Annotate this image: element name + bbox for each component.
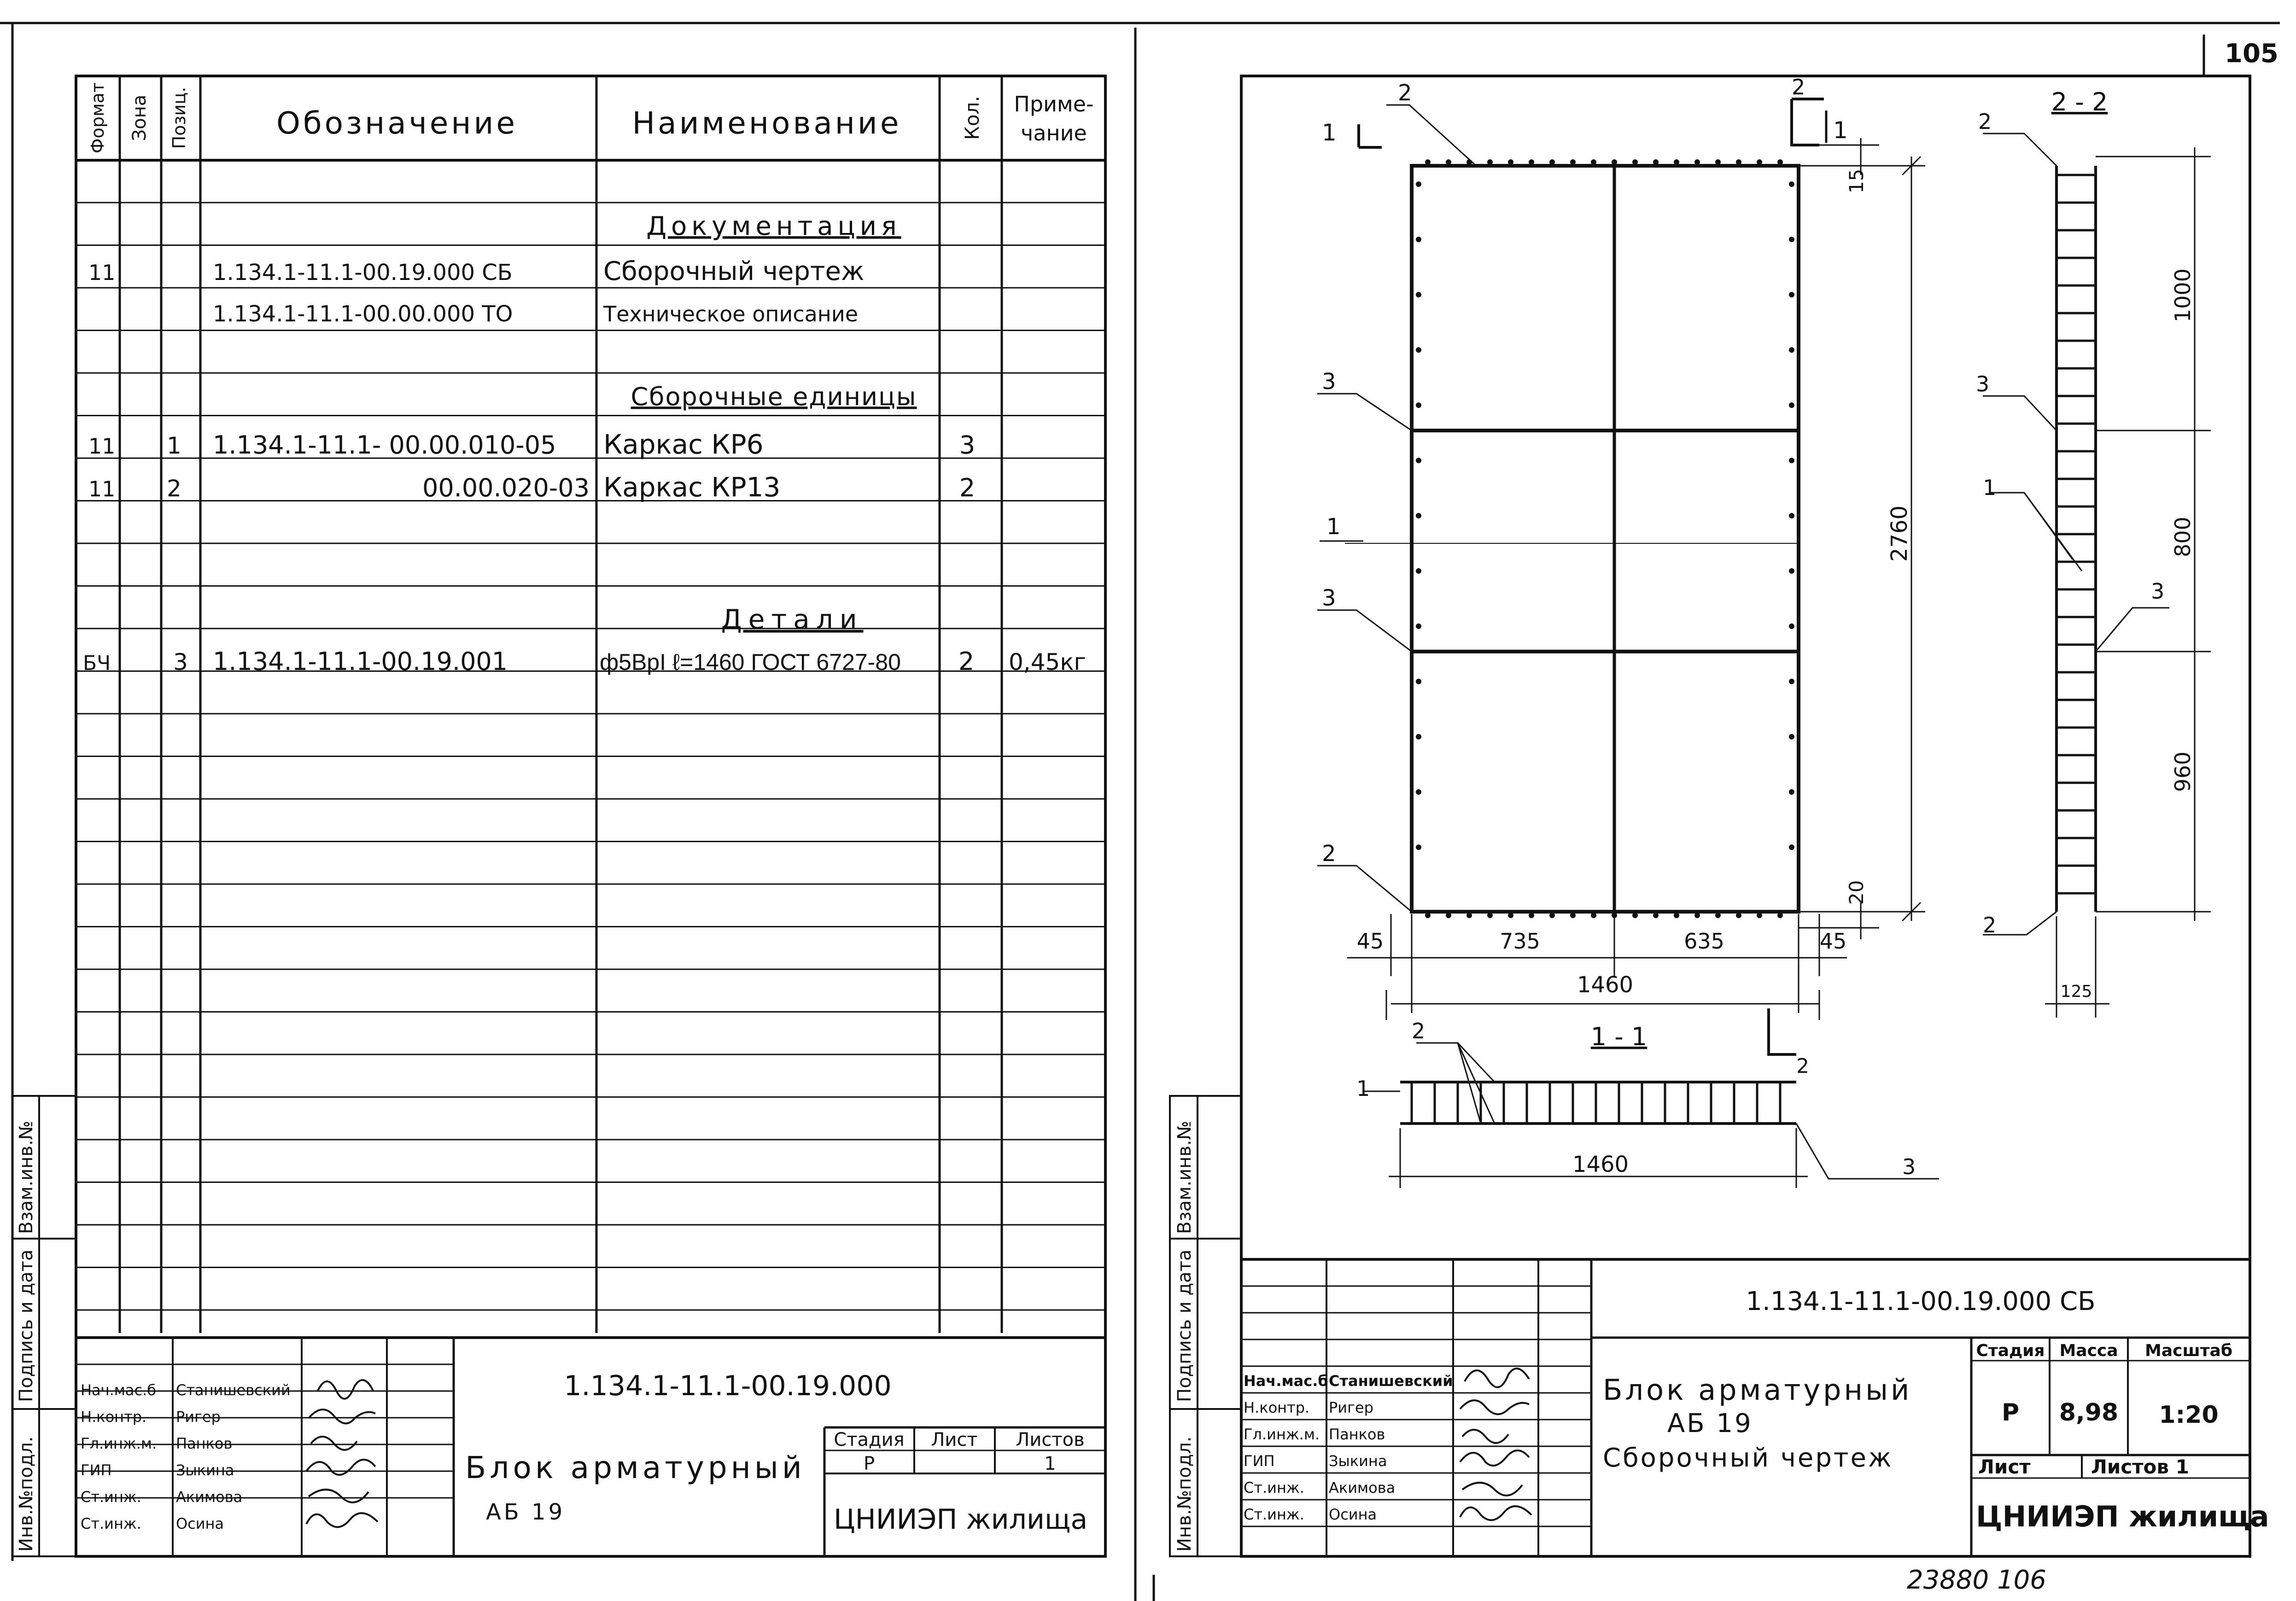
tbl-left-org: ЦНИИЭП жилища <box>834 1503 1088 1536</box>
row4-designation: 00.00.020-03 <box>422 473 590 502</box>
left-sheet <box>0 23 2280 1561</box>
tbl-left-doc-number: 1.134.1-11.1-00.19.000 <box>564 1370 892 1402</box>
tbl-left-role-4: Ст.инж. <box>81 1488 141 1506</box>
tbl-right-doc-number: 1.134.1-11.1-00.19.000 СБ <box>1746 1287 2096 1316</box>
tbl-right-sheet-label: Лист <box>1978 1455 2031 1478</box>
tbl-right-name-5: Осина <box>1329 1506 1377 1523</box>
row3-format: 11 <box>88 434 116 459</box>
row4-name: Каркас КР13 <box>603 472 781 503</box>
tbl-left-title-1: Блок арматурный <box>465 1450 806 1485</box>
dim-20: 20 <box>1845 880 1868 905</box>
hdr-note-2: чание <box>1021 121 1087 146</box>
tbl-right-name-2: Панков <box>1329 1426 1385 1443</box>
section-details: Детали <box>721 604 864 635</box>
row5-pos: 3 <box>173 649 188 675</box>
title-block-right <box>1241 1259 2269 1556</box>
callout-2-bottom: 2 <box>1322 841 1336 867</box>
side-vzam: Взам.инв.№ <box>16 1120 37 1234</box>
signatures-left <box>306 1380 378 1527</box>
section-assemblies: Сборочные единицы <box>631 382 917 411</box>
section-1-1-callouts <box>1363 1043 1939 1179</box>
tbl-right-role-1: Н.контр. <box>1244 1399 1310 1416</box>
callout-3-lower: 3 <box>1322 585 1336 611</box>
hdr-format: Формат <box>88 82 108 154</box>
front-callout-lines <box>1317 105 1476 912</box>
row3-name: Каркас КР6 <box>603 429 764 460</box>
tbl-right-stage-label: Стадия <box>1976 1341 2045 1360</box>
dim-45-right: 45 <box>1819 929 1847 954</box>
tbl-right-stage: Р <box>2001 1399 2020 1426</box>
title-block-left <box>76 1338 1105 1556</box>
tbl-left-title-2: АБ 19 <box>486 1499 566 1525</box>
tbl-left-role-1: Н.контр. <box>81 1408 147 1426</box>
side-inv-podl: Инв.№подл. <box>16 1436 37 1552</box>
section-2-2-view <box>1976 87 2211 1018</box>
dim-1460-section: 1460 <box>1572 1152 1629 1177</box>
rebar-dots <box>1416 159 1794 918</box>
row4-qty: 2 <box>959 473 976 502</box>
tbl-left-name-0: Станишевский <box>176 1381 291 1399</box>
tbl-right-title-3: Сборочный чертеж <box>1603 1443 1893 1473</box>
cut-2-label-bottom: 2 <box>1796 1054 1809 1078</box>
side-vzam-right: Взам.инв.№ <box>1174 1120 1195 1234</box>
row4-pos: 2 <box>167 475 181 502</box>
row2-designation: 1.134.1-11.1-00.00.000 ТО <box>213 301 513 327</box>
tbl-right-title-1: Блок арматурный <box>1603 1373 1912 1407</box>
section-2-2-title: 2 - 2 <box>2051 87 2108 116</box>
tbl-left-name-3: Зыкина <box>176 1461 234 1479</box>
row1-designation: 1.134.1-11.1-00.19.000 СБ <box>213 260 513 285</box>
dim-2760: 2760 <box>1887 505 1912 562</box>
tbl-right-role-5: Ст.инж. <box>1244 1506 1304 1523</box>
row5-note: 0,45кг <box>1009 649 1086 675</box>
front-view <box>1317 75 1925 1020</box>
front-horizontal-dims <box>1347 914 1847 1020</box>
tbl-right-org: ЦНИИЭП жилища <box>1976 1500 2269 1533</box>
tbl-left-sheets-label: Листов <box>1016 1429 1085 1450</box>
dim-15: 15 <box>1845 169 1868 193</box>
row2-name: Техническое описание <box>603 302 859 326</box>
callout-3-upper: 3 <box>1322 369 1336 395</box>
callout-22-3-upper: 3 <box>1976 372 1990 396</box>
side-podpis-right: Подпись и дата <box>1174 1249 1195 1402</box>
row5-format: БЧ <box>83 652 111 675</box>
hdr-note-1: Приме- <box>1014 92 1094 116</box>
tbl-left-role-3: ГИП <box>81 1461 112 1479</box>
tbl-right-name-1: Ригер <box>1329 1399 1373 1416</box>
hdr-pos: Позиц. <box>169 87 189 149</box>
callout-22-2-bottom: 2 <box>1983 913 1997 937</box>
callout-11-1: 1 <box>1356 1076 1370 1101</box>
spec-row-lines <box>76 203 1105 1310</box>
right-side-stamp <box>1170 1096 1241 1556</box>
tbl-left-sheets: 1 <box>1044 1453 1056 1474</box>
section-1-1-rungs <box>1412 1082 1780 1124</box>
tbl-left-role-0: Нач.мас.б <box>81 1381 156 1399</box>
tbl-left-sheet-label: Лист <box>931 1429 978 1450</box>
tbl-right-scale-label: Масштаб <box>2145 1341 2232 1360</box>
callout-2-top: 2 <box>1398 80 1412 106</box>
cut-2-label-top: 2 <box>1792 75 1805 99</box>
section-1-1-title: 1 - 1 <box>1590 1022 1648 1051</box>
tbl-right-name-4: Акимова <box>1329 1479 1396 1496</box>
row1-format: 11 <box>88 260 116 285</box>
hdr-name: Наименование <box>632 105 902 141</box>
row5-name: ф5ВрI ℓ=1460 ГОСТ 6727-80 <box>600 649 901 675</box>
tbl-right-scale: 1:20 <box>2159 1401 2219 1429</box>
side-podpis: Подпись и дата <box>16 1249 37 1402</box>
dim-735: 735 <box>1500 929 1540 954</box>
section-2-2-rungs <box>2056 175 2096 893</box>
callout-22-2-top: 2 <box>1978 109 1992 134</box>
row5-designation: 1.134.1-11.1-00.19.001 <box>213 647 508 676</box>
dim-635: 635 <box>1684 929 1724 954</box>
tbl-left-name-2: Панков <box>176 1435 233 1452</box>
hdr-qty: Кол. <box>961 96 983 140</box>
dim-125: 125 <box>2060 982 2092 1001</box>
tbl-right-title-2: АБ 19 <box>1667 1409 1753 1438</box>
tbl-left-role-2: Гл.инж.м. <box>81 1435 157 1452</box>
hdr-zone: Зона <box>129 94 150 141</box>
tbl-right-role-3: ГИП <box>1244 1452 1275 1470</box>
tbl-left-stage-label: Стадия <box>834 1429 905 1450</box>
drawing-frame <box>1241 76 2250 1556</box>
callout-11-3: 3 <box>1902 1154 1916 1179</box>
callout-22-3-lower: 3 <box>2151 579 2165 604</box>
callout-22-1: 1 <box>1983 475 1997 500</box>
section-1-1-view <box>1356 1008 1939 1188</box>
dim-960: 960 <box>2170 751 2195 792</box>
dim-1460-front: 1460 <box>1577 972 1634 998</box>
tbl-right-role-2: Гл.инж.м. <box>1244 1426 1320 1443</box>
side-inv-podl-right: Инв.№подл. <box>1174 1436 1195 1552</box>
tbl-left-stage: Р <box>863 1453 875 1474</box>
tbl-right-name-0: Станишевский <box>1329 1372 1453 1390</box>
tbl-right-mass: 8,98 <box>2059 1399 2119 1426</box>
section-docs: Документация <box>646 211 901 241</box>
spec-frame <box>76 76 1105 1556</box>
row5-qty: 2 <box>958 647 975 676</box>
callout-11-2: 2 <box>1412 1019 1426 1043</box>
tbl-left-name-4: Акимова <box>176 1488 243 1506</box>
tbl-right-mass-label: Масса <box>2059 1341 2118 1360</box>
row4-format: 11 <box>88 477 116 501</box>
frame-outline <box>1412 166 1799 912</box>
row3-qty: 3 <box>959 431 976 460</box>
tbl-left-name-5: Осина <box>176 1515 224 1532</box>
dim-800: 800 <box>2170 517 2195 557</box>
tbl-right-name-3: Зыкина <box>1329 1452 1387 1470</box>
page-number: 105 <box>2225 39 2278 69</box>
dim-45-left: 45 <box>1356 929 1384 954</box>
cut-1-label: 1 <box>1322 119 1337 146</box>
tbl-left-name-1: Ригер <box>176 1408 221 1426</box>
signatures-right <box>1460 1368 1531 1520</box>
row3-designation: 1.134.1-11.1- 00.00.010-05 <box>213 431 556 460</box>
hdr-designation: Обозначение <box>276 105 518 141</box>
dim-1000: 1000 <box>2170 268 2195 322</box>
row1-name: Сборочный чертеж <box>603 256 865 286</box>
row3-pos: 1 <box>167 432 181 459</box>
footer-note: 23880 106 <box>1907 1565 2046 1595</box>
right-sheet <box>1170 35 2278 1595</box>
left-side-stamp <box>12 1096 76 1556</box>
tbl-right-role-4: Ст.инж. <box>1244 1479 1304 1496</box>
tbl-right-sheets-label: Листов 1 <box>2091 1455 2189 1478</box>
tbl-left-role-5: Ст.инж. <box>81 1515 141 1532</box>
tbl-right-role-0: Нач.мас.б <box>1244 1372 1328 1390</box>
cut-1-label-right: 1 <box>1833 117 1848 144</box>
callout-1-mid: 1 <box>1326 514 1341 540</box>
